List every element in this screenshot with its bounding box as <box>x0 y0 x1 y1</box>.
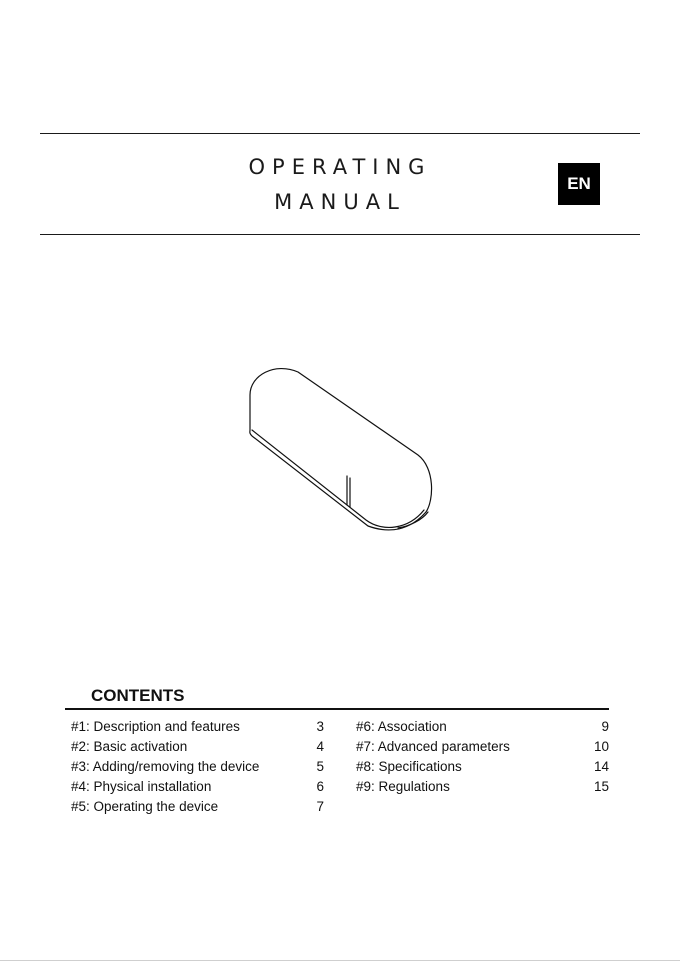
toc-entry-label: #2: Basic activation <box>71 739 188 754</box>
toc-entry-page: 10 <box>593 739 609 754</box>
toc-entry-page: 6 <box>316 779 324 794</box>
manual-title-line-2: MANUAL <box>274 190 406 214</box>
toc-entry[interactable] <box>71 758 324 778</box>
toc-entry-label: #8: Specifications <box>356 759 462 774</box>
toc-entry[interactable] <box>71 718 324 738</box>
page-bottom-edge <box>0 960 680 961</box>
toc-right-column <box>356 718 609 798</box>
manual-title-line-1: OPERATING <box>248 155 432 179</box>
toc-entry-label: #9: Regulations <box>356 779 450 794</box>
toc-entry-label: #3: Adding/removing the device <box>71 759 260 774</box>
language-badge: EN <box>558 163 600 205</box>
toc-entry-page: 15 <box>593 779 609 794</box>
header-top-rule <box>40 133 640 134</box>
toc-entry-label: #7: Advanced parameters <box>356 739 510 754</box>
toc-entry[interactable] <box>71 778 324 798</box>
toc-entry[interactable] <box>71 738 324 758</box>
toc-entry[interactable] <box>71 798 324 818</box>
toc-entry-page: 3 <box>316 719 324 734</box>
toc-entry-page: 4 <box>316 739 324 754</box>
toc-entry[interactable] <box>356 718 609 738</box>
toc-entry-label: #4: Physical installation <box>71 779 212 794</box>
toc-entry-label: #1: Description and features <box>71 719 240 734</box>
door-window-sensor-icon <box>240 360 440 540</box>
header-bottom-rule <box>40 234 640 235</box>
toc-entry-label: #5: Operating the device <box>71 799 219 814</box>
toc-entry-page: 7 <box>316 799 324 814</box>
toc-entry-page: 9 <box>601 719 609 734</box>
toc-left-column <box>71 718 324 818</box>
contents-rule <box>65 708 609 710</box>
toc-entry-label: #6: Association <box>356 719 447 734</box>
toc-entry-page: 14 <box>593 759 609 774</box>
toc-entry[interactable] <box>356 758 609 778</box>
toc-entry-page: 5 <box>316 759 324 774</box>
toc-entry[interactable] <box>356 738 609 758</box>
toc-entry[interactable] <box>356 778 609 798</box>
contents-heading: CONTENTS <box>91 686 185 705</box>
